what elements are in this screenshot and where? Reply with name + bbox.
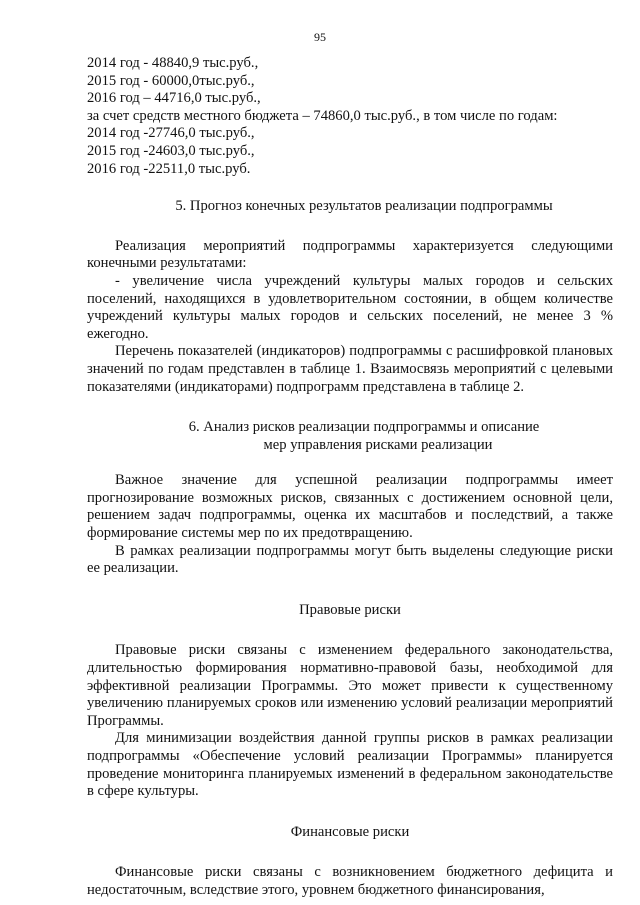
section-6-heading-line1: 6. Анализ рисков реализации подпрограммы и описание (188, 419, 540, 436)
section-5-paragraph: Перечень показателей (индикаторов) подпрограммы с расшифровкой плановых значений по годам представлен в таблице 1. Взаимосвязь мероприятий с целевыми показателями (индикаторами) подпрограмм представлена в таблице 2. (87, 343, 613, 395)
legal-risks-paragraph: Правовые риски связаны с изменением федерального законодательства, длительностью формирования нормативно-правовой базы, необходимой для эффективной реализации Программы. Это может привести к существенному увеличению планируемых сроков или изменению условий реализации мероприятий Программы. (87, 642, 613, 729)
section-6-heading-line2: мер управления рисками реализации (263, 436, 493, 453)
budget-line: 2015 год -24603,0 тыс.руб., (87, 142, 255, 159)
financial-risks-paragraph: Финансовые риски связаны с возникновением бюджетного дефицита и недостаточным, вследствие этого, уровнем бюджетного финансирования, (87, 864, 613, 898)
financial-risks-heading: Финансовые риски (290, 823, 410, 840)
budget-line: 2014 год - 48840,9 тыс.руб., (87, 55, 259, 71)
legal-risks-paragraph: Для минимизации воздействия данной группы рисков в рамках реализации подпрограммы «Обеспечение условий реализации Программы» планируется проведение мониторинга планируемых изменений в федеральном законодательстве в сфере культуры. (87, 730, 613, 800)
budget-line: 2016 год -22511,0 тыс.руб. (87, 160, 251, 177)
budget-line: 2015 год - 60000,0тыс.руб., (87, 72, 255, 89)
legal-risks-heading: Правовые риски (299, 601, 401, 618)
budget-line: 2014 год -27746,0 тыс.руб., (87, 125, 255, 142)
budget-line: 2016 год – 44716,0 тыс.руб., (87, 90, 261, 107)
section-5-paragraph: Реализация мероприятий подпрограммы характеризуется следующими конечными результатами: (87, 237, 613, 272)
page-content (87, 55, 613, 900)
budget-line: за счет средств местного бюджета – 74860,0 тыс.руб., в том числе по годам: (87, 107, 558, 124)
section-6-paragraph: В рамках реализации подпрограммы могут быть выделены следующие риски ее реализации. (87, 542, 613, 577)
page-number: 95 (314, 30, 326, 44)
section-5-heading: 5. Прогноз конечных результатов реализации подпрограммы (175, 198, 553, 215)
section-6-paragraph: Важное значение для успешной реализации подпрограммы имеет прогнозирование возможных рисков, связанных с достижением основной цели, решением задач подпрограммы, оценка их масштабов и последствий, а также формирование системы мер по их предотвращению. (87, 472, 613, 542)
section-5-paragraph: - увеличение числа учреждений культуры малых городов и сельских поселений, находящихся в удовлетворительном состоянии, в общем количестве учреждений культуры малых городов и сельских поселений, не менее 3 % ежегодно. (87, 272, 613, 342)
